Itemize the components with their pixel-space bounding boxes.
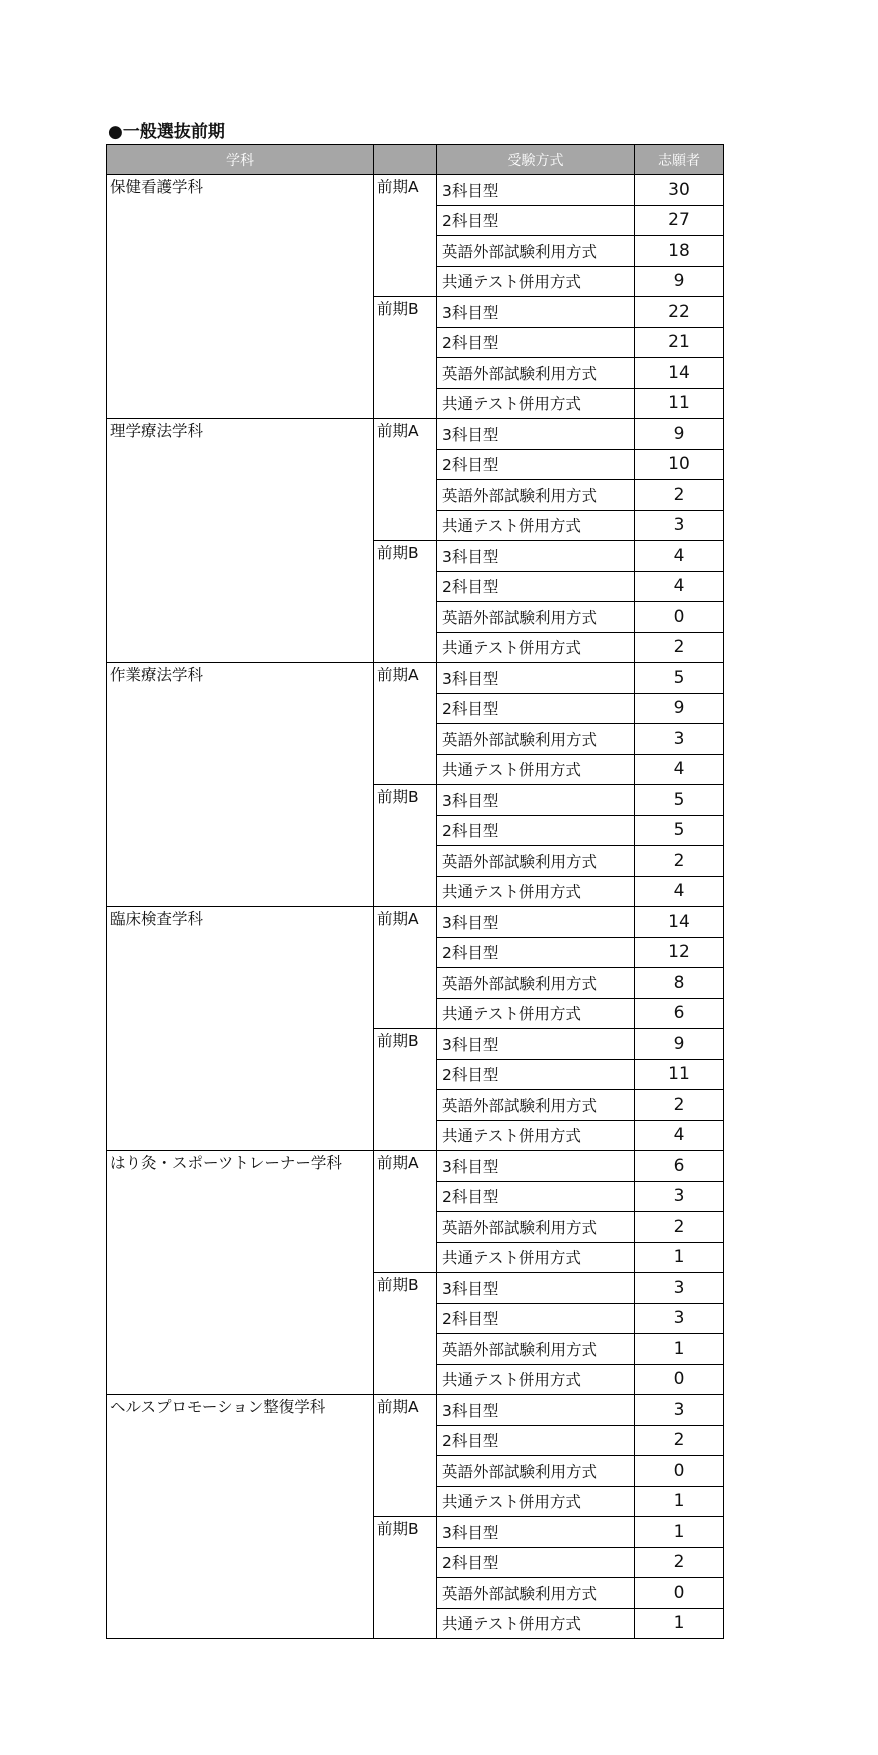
method-cell: 共通テスト併用方式 [437, 1364, 635, 1395]
applicant-count-cell: 21 [635, 327, 724, 358]
applicant-count-cell: 18 [635, 236, 724, 267]
method-cell: 共通テスト併用方式 [437, 266, 635, 297]
applicant-count-cell: 1 [635, 1334, 724, 1365]
applicant-count-cell: 3 [635, 1273, 724, 1304]
method-cell: 共通テスト併用方式 [437, 1242, 635, 1273]
department-cell: はり灸・スポーツトレーナー学科 [107, 1151, 374, 1395]
applicant-count-cell: 4 [635, 1120, 724, 1151]
method-cell: 2科目型 [437, 1547, 635, 1578]
table-row [107, 175, 724, 206]
applicant-count-cell: 14 [635, 358, 724, 389]
method-cell: 2科目型 [437, 693, 635, 724]
applicant-count-cell: 0 [635, 602, 724, 633]
term-cell: 前期B [374, 785, 437, 907]
method-cell: 3科目型 [437, 175, 635, 206]
table-row [107, 907, 724, 938]
header-method: 受験方式 [437, 145, 635, 175]
method-cell: 共通テスト併用方式 [437, 876, 635, 907]
term-cell: 前期B [374, 297, 437, 419]
table-row [107, 663, 724, 694]
applicant-count-cell: 30 [635, 175, 724, 206]
applicant-count-cell: 9 [635, 266, 724, 297]
applicant-count-cell: 1 [635, 1486, 724, 1517]
method-cell: 2科目型 [437, 1059, 635, 1090]
method-cell: 2科目型 [437, 1303, 635, 1334]
method-cell: 共通テスト併用方式 [437, 632, 635, 663]
applicant-count-cell: 0 [635, 1364, 724, 1395]
term-cell: 前期A [374, 175, 437, 297]
method-cell: 英語外部試験利用方式 [437, 358, 635, 389]
method-cell: 3科目型 [437, 1395, 635, 1426]
header-applicants: 志願者 [635, 145, 724, 175]
applicant-count-cell: 14 [635, 907, 724, 938]
applicant-count-cell: 1 [635, 1517, 724, 1548]
term-cell: 前期A [374, 1151, 437, 1273]
method-cell: 3科目型 [437, 1029, 635, 1060]
applicant-count-cell: 6 [635, 998, 724, 1029]
method-cell: 英語外部試験利用方式 [437, 1334, 635, 1365]
method-cell: 2科目型 [437, 937, 635, 968]
department-cell: 保健看護学科 [107, 175, 374, 419]
method-cell: 3科目型 [437, 1517, 635, 1548]
method-cell: 共通テスト併用方式 [437, 754, 635, 785]
method-cell: 英語外部試験利用方式 [437, 968, 635, 999]
method-cell: 3科目型 [437, 419, 635, 450]
method-cell: 英語外部試験利用方式 [437, 1090, 635, 1121]
department-cell: ヘルスプロモーション整復学科 [107, 1395, 374, 1639]
method-cell: 3科目型 [437, 1273, 635, 1304]
term-cell: 前期A [374, 663, 437, 785]
department-cell: 作業療法学科 [107, 663, 374, 907]
applicant-count-cell: 9 [635, 419, 724, 450]
method-cell: 共通テスト併用方式 [437, 510, 635, 541]
applicant-count-cell: 3 [635, 724, 724, 755]
method-cell: 英語外部試験利用方式 [437, 1212, 635, 1243]
applicant-count-cell: 2 [635, 1090, 724, 1121]
method-cell: 2科目型 [437, 815, 635, 846]
method-cell: 3科目型 [437, 785, 635, 816]
method-cell: 共通テスト併用方式 [437, 998, 635, 1029]
method-cell: 英語外部試験利用方式 [437, 1456, 635, 1487]
applicant-count-cell: 2 [635, 1547, 724, 1578]
table-row [107, 419, 724, 450]
table-header-row [107, 145, 724, 175]
applicant-count-cell: 3 [635, 1395, 724, 1426]
method-cell: 共通テスト併用方式 [437, 1120, 635, 1151]
term-cell: 前期A [374, 907, 437, 1029]
applicant-count-cell: 6 [635, 1151, 724, 1182]
header-department: 学科 [107, 145, 374, 175]
method-cell: 2科目型 [437, 205, 635, 236]
method-cell: 3科目型 [437, 541, 635, 572]
applicant-count-cell: 22 [635, 297, 724, 328]
method-cell: 3科目型 [437, 297, 635, 328]
applicant-count-cell: 9 [635, 1029, 724, 1060]
applicant-count-cell: 2 [635, 632, 724, 663]
applicant-count-cell: 11 [635, 1059, 724, 1090]
term-cell: 前期B [374, 1029, 437, 1151]
method-cell: 3科目型 [437, 1151, 635, 1182]
applicant-count-cell: 8 [635, 968, 724, 999]
term-cell: 前期B [374, 1273, 437, 1395]
table-row [107, 1395, 724, 1426]
header-term [374, 145, 437, 175]
department-cell: 臨床検査学科 [107, 907, 374, 1151]
method-cell: 2科目型 [437, 1181, 635, 1212]
method-cell: 3科目型 [437, 907, 635, 938]
method-cell: 英語外部試験利用方式 [437, 602, 635, 633]
method-cell: 2科目型 [437, 571, 635, 602]
method-cell: 英語外部試験利用方式 [437, 846, 635, 877]
method-cell: 2科目型 [437, 327, 635, 358]
table-body [107, 175, 724, 1639]
applicant-count-cell: 4 [635, 754, 724, 785]
applicant-count-cell: 0 [635, 1578, 724, 1609]
applicant-count-cell: 5 [635, 663, 724, 694]
applicant-count-cell: 3 [635, 510, 724, 541]
page-title: ●一般選抜前期 [108, 122, 225, 142]
applicant-count-cell: 4 [635, 541, 724, 572]
applicant-count-cell: 10 [635, 449, 724, 480]
applicant-count-cell: 2 [635, 480, 724, 511]
method-cell: 英語外部試験利用方式 [437, 480, 635, 511]
applicant-count-cell: 5 [635, 815, 724, 846]
applicant-count-cell: 4 [635, 571, 724, 602]
method-cell: 共通テスト併用方式 [437, 388, 635, 419]
term-cell: 前期A [374, 1395, 437, 1517]
applicant-count-cell: 3 [635, 1181, 724, 1212]
applicants-table [106, 144, 724, 1639]
method-cell: 英語外部試験利用方式 [437, 724, 635, 755]
method-cell: 3科目型 [437, 663, 635, 694]
applicant-count-cell: 3 [635, 1303, 724, 1334]
term-cell: 前期B [374, 541, 437, 663]
method-cell: 英語外部試験利用方式 [437, 236, 635, 267]
department-cell: 理学療法学科 [107, 419, 374, 663]
applicant-count-cell: 2 [635, 846, 724, 877]
method-cell: 英語外部試験利用方式 [437, 1578, 635, 1609]
applicant-count-cell: 4 [635, 876, 724, 907]
applicant-count-cell: 2 [635, 1425, 724, 1456]
method-cell: 共通テスト併用方式 [437, 1608, 635, 1639]
applicant-count-cell: 1 [635, 1242, 724, 1273]
applicant-count-cell: 27 [635, 205, 724, 236]
applicant-count-cell: 0 [635, 1456, 724, 1487]
applicant-count-cell: 9 [635, 693, 724, 724]
applicant-count-cell: 12 [635, 937, 724, 968]
applicant-count-cell: 1 [635, 1608, 724, 1639]
method-cell: 2科目型 [437, 1425, 635, 1456]
method-cell: 2科目型 [437, 449, 635, 480]
term-cell: 前期A [374, 419, 437, 541]
applicant-count-cell: 11 [635, 388, 724, 419]
method-cell: 共通テスト併用方式 [437, 1486, 635, 1517]
applicant-count-cell: 5 [635, 785, 724, 816]
term-cell: 前期B [374, 1517, 437, 1639]
table-row [107, 1151, 724, 1182]
applicant-count-cell: 2 [635, 1212, 724, 1243]
